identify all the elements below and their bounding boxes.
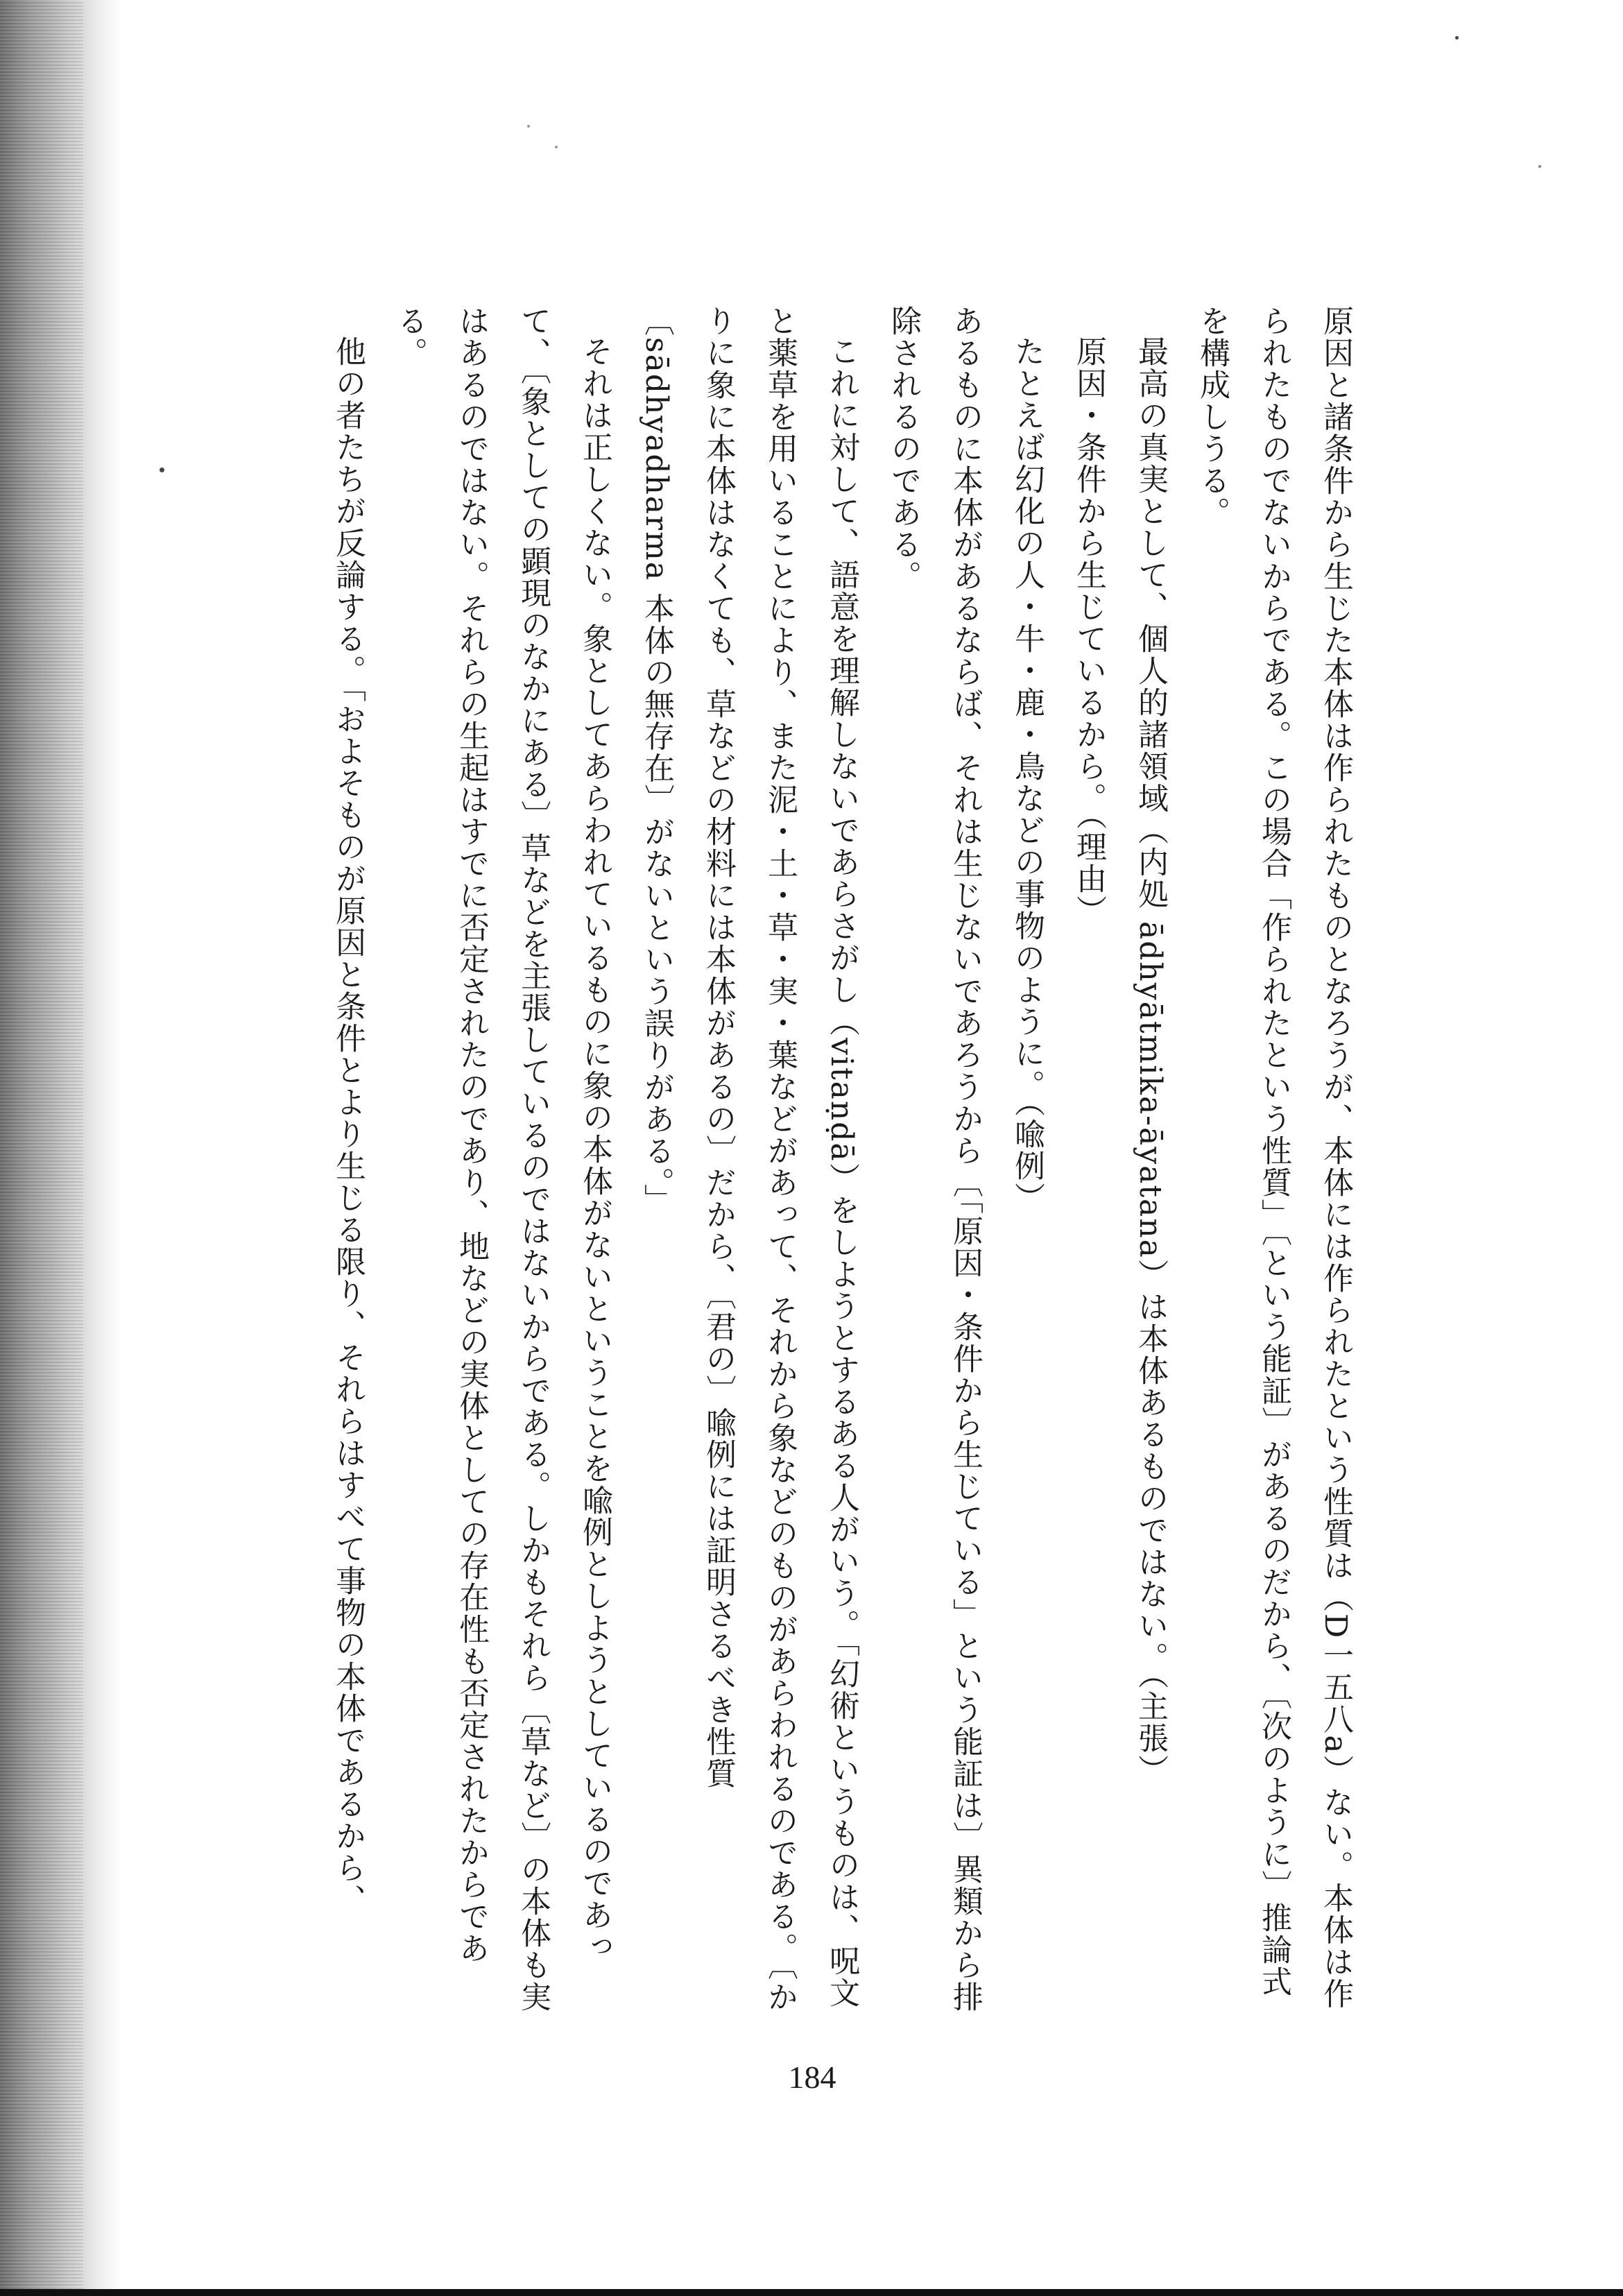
paragraph-objection: これに対して、語意を理解しないであらさがし（vitaṇḍā）をしようとするある人がいう。「幻術というものは、呪文と薬草を用いることにより、また泥・土・草・実・葉などがあって、それから象などのものがあらわれるのである。〔かりに象に本体はなくても、草などの材料には本体があるの〕だから、〔君の〕喩例には証明さるべき性質〔sādhyadharma 本体の無存在〕がないという誤りがある。」 <box>639 305 859 2013</box>
paragraph-exclusion: あるものに本体があるならば、それは生じないであろうから〔「原因・条件から生じている」という能証は〕異類から排除されるのである。 <box>886 305 983 2013</box>
paragraph-1: 原因と諸条件から生じた本体は作られたものとなろうが、本体には作られたという性質は（D一五八a）ない。本体は作られたものでないからである。この場合「作られたという性質」〔という能証〕があるのだから、〔次のように〕推論式を構成しうる。 <box>1194 305 1353 2010</box>
scan-speck <box>527 125 530 128</box>
scan-speck <box>555 146 558 148</box>
syllogism-example: たとえば幻化の人・牛・鹿・鳥などの事物のように。（喩例） <box>1009 336 1045 1214</box>
vertical-text-body <box>257 305 1366 2025</box>
scan-gutter-noise <box>0 0 83 2296</box>
page-number: 184 <box>788 2059 836 2095</box>
syllogism-thesis: 最高の真実として、個人的諸領域（内処 ādhyātmika-āyatana）は本体あるものではない。（主張） <box>1133 336 1168 1786</box>
scan-speck <box>1455 36 1459 40</box>
scan-speck <box>1538 165 1541 168</box>
paragraph-reply: それは正しくない。象としてあらわれているものに象の本体がないということを喩例としようとしているのであって、〔象としての顕現のなかにある〕草などを主張しているのではないからである。しかもそれら〔草など〕の本体も実はあるのではない。それらの生起はすでに否定されたのであり、地などの実体としての存在性も否定されたからである。 <box>392 305 612 2013</box>
scan-bottom-edge <box>0 2289 1623 2296</box>
syllogism-reason: 原因・条件から生じているから。（理由） <box>1071 336 1106 927</box>
paragraph-counter: 他の者たちが反論する。「およそものが原因と条件とより生じる限り、それらはすべて事物の本体であるから、 <box>330 336 366 1916</box>
scan-speck <box>160 468 164 472</box>
